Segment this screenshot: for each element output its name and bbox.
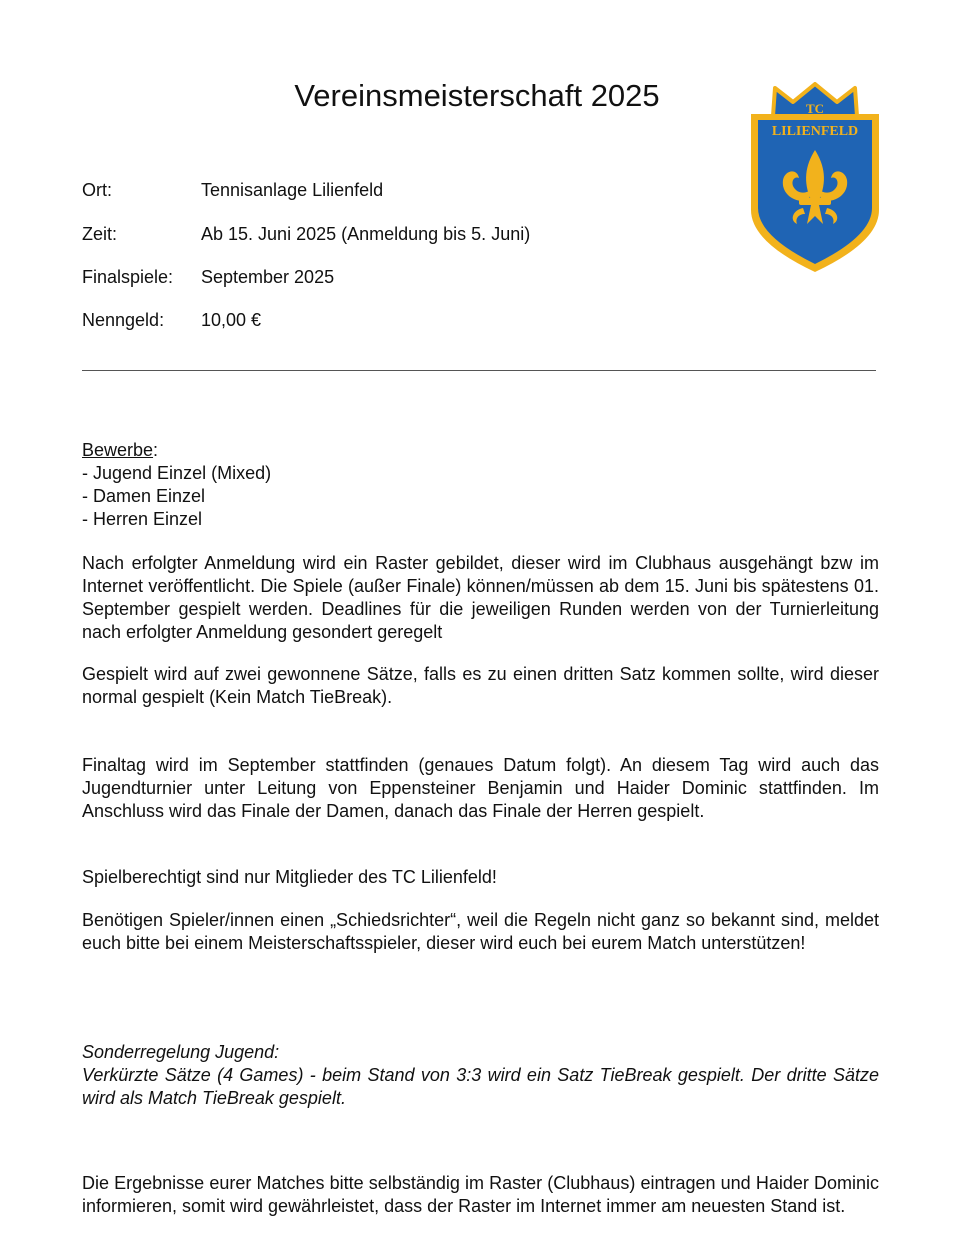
competition-item: - Damen Einzel [82, 486, 206, 506]
paragraph-registration: Nach erfolgter Anmeldung wird ein Raster gebildet, dieser wird im Clubhaus ausgehängt bzw im Internet veröffentlicht. Die Spiele (außer Finale) können/müssen ab dem 15. Juni bis spätestens 01. September gespielt werden. Deadlines für die jeweiligen Runden werden von der Turnierleitung nach erfolgter Anmeldung gesondert geregelt [82, 553, 879, 642]
youth-rules-text: Verkürzte Sätze (4 Games) - beim Stand von 3:3 wird ein Satz TieBreak gespielt. Der dritte Sätze wird als Match TieBreak gespielt. [82, 1065, 879, 1108]
logo-text-lilienfeld: LILIENFELD [771, 124, 859, 139]
info-label: Zeit: [82, 224, 118, 244]
competitions-heading: Bewerbe [82, 440, 154, 460]
paragraph-eligibility: Spielberechtigt sind nur Mitglieder des TC Lilienfeld! [82, 867, 497, 887]
info-value: September 2025 [201, 267, 335, 287]
paragraph-final-day: Finaltag wird im September stattfinden (genaues Datum folgt). An diesem Tag wird auch das Jugendturnier unter Leitung von Eppensteiner Benjamin und Haider Dominic stattfinden. Im Anschluss wird das Finale der Damen, danach das Finale der Herren gespielt. [82, 755, 879, 821]
paragraph-sets: Gespielt wird auf zwei gewonnene Sätze, falls es zu einen dritten Satz kommen sollte, wird dieser normal gespielt (Kein Match TieBreak). [82, 664, 879, 707]
competition-item: - Herren Einzel [82, 509, 203, 529]
paragraph-referee: Benötigen Spieler/innen einen „Schiedsrichter“, weil die Regeln nicht ganz so bekannt sind, meldet euch bitte bei einem Meisterschaftsspieler, dieser wird euch bei eurem Match unterstützen! [82, 910, 879, 953]
club-logo [745, 82, 885, 274]
page-title: Vereinsmeisterschaft 2025 [294, 78, 660, 113]
divider-line [82, 370, 876, 371]
paragraph-results: Die Ergebnisse eurer Matches bitte selbständig im Raster (Clubhaus) eintragen und Haider Dominic informieren, somit wird gewährleistet, dass der Raster im Internet immer am neuesten Stand ist. [82, 1173, 879, 1216]
info-value: 10,00 € [201, 310, 262, 330]
youth-rules-heading: Sonderregelung Jugend: [82, 1042, 280, 1062]
info-label: Nenngeld: [82, 310, 165, 330]
logo-text-tc: TC [805, 101, 825, 116]
info-value: Tennisanlage Lilienfeld [201, 180, 384, 200]
info-label: Ort: [82, 180, 112, 200]
competitions-list [82, 439, 879, 531]
competition-item: - Jugend Einzel (Mixed) [82, 463, 272, 483]
competitions-heading-colon: : [153, 440, 159, 460]
youth-rules [82, 1041, 879, 1110]
info-value: Ab 15. Juni 2025 (Anmeldung bis 5. Juni) [201, 224, 531, 244]
info-label: Finalspiele: [82, 267, 174, 287]
